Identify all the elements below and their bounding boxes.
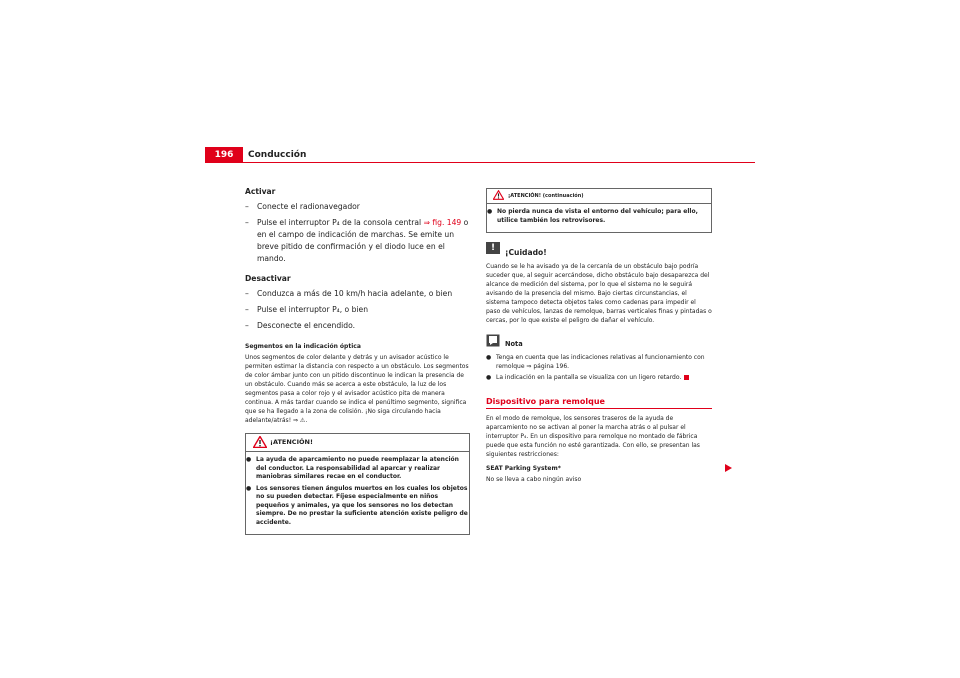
activar-step-1: – Conecte el radionavegador bbox=[245, 202, 360, 211]
segmentos-text: Unos segmentos de color delante y detrás y un avisador acústico le permiten estimar la distancia con respecto a un obstáculo. Los segmentos de color ámbar junto con un pitido discontinuo le indican la presencia de un obstáculo. Cuando más se acerca a este obstáculo, la luz de los segmentos pasa a color rojo y el avisador acústico pita de manera continua. A más tardar cuando se indica el penúltimo segmento, significa que se ha llegado a la zona de colisión. ¡No siga circulando hacia adelante/atrás! ⇒ ⚠. bbox=[245, 354, 469, 424]
nota-title: Nota bbox=[505, 340, 523, 348]
fig-link[interactable]: ⇒ fig. 149 bbox=[423, 218, 462, 227]
header-divider bbox=[205, 162, 755, 163]
segmentos-title: Segmentos en la indicación óptica bbox=[245, 343, 361, 350]
remolque-text: En el modo de remolque, los sensores traseros de la ayuda de aparcamiento no se activan al poner la marcha atrás o al pulsar el interruptor P₄. En un dispositivo para remolque no montado de fábrica puede que esta función no esté garantizada. Con ello, se presentan las siguientes restricciones: bbox=[486, 414, 700, 458]
warning-header bbox=[246, 434, 469, 452]
warning-box bbox=[245, 433, 470, 535]
warning-cont-item-1: ● No pierda nunca de vista el entorno del vehículo; para ello, utilice también los retrovisores. bbox=[487, 208, 698, 224]
activar-title: Activar bbox=[245, 187, 276, 196]
desactivar-step-1: – Conduzca a más de 10 km/h hacia adelante, o bien bbox=[245, 289, 453, 298]
cuidado-text: Cuando se le ha avisado ya de la cercanía de un obstáculo bajo podría suceder que, al seguir acercándose, dicho obstáculo bajo desaparezca del alcance de medición del sistema, por lo que el sistema no le seguirá avisando de la presencia del mismo. Bajo ciertas circunstancias, el sistema tampoco detecta objetos tales como cadenas para impedir el paso de vehículos, lanzas de remolque, barras verticales finas y pintadas o cercas, por lo que existe el peligro de dañar el vehículo. bbox=[486, 263, 712, 324]
parking-system-title: SEAT Parking System* bbox=[486, 464, 561, 472]
nota-item-2: ● La indicación en la pantalla se visualiza con un ligero retardo. bbox=[486, 374, 712, 383]
warning-title: ¡ATENCIÓN! bbox=[270, 438, 313, 446]
remolque-title: Dispositivo para remolque bbox=[486, 397, 712, 409]
left-column bbox=[245, 187, 470, 535]
warning-cont-title: ¡ATENCIÓN! (continuación) bbox=[508, 193, 584, 199]
warning-item-2: ● Los sensores tienen ángulos muertos en los cuales los objetos no su pueden detectar. Fíjese especialmente en niños pequeños y animales, ya que los sensores no los detectan siempre. De no prestar la suficiente atención existe peligro de accidente. bbox=[246, 484, 468, 526]
parking-system-text: No se lleva a cabo ningún aviso bbox=[486, 475, 582, 483]
activar-step-2: – Pulse el interruptor P₄ de la consola central ⇒ fig. 149 o en el campo de indicación de marchas. Se emite un breve pitido de confirmación y el diodo luce en el mando. bbox=[245, 218, 469, 263]
warning-triangle-icon bbox=[493, 190, 504, 200]
warning-item-1: ● La ayuda de aparcamiento no puede reemplazar la atención del conductor. La responsabilidad al aparcar y realizar maniobras similares recae en el conductor. bbox=[246, 456, 459, 480]
nota-item-1: ● Tenga en cuenta que las indicaciones relativas al funcionamiento con remolque ⇒ página 196. bbox=[486, 354, 705, 370]
section-title: Conducción bbox=[248, 150, 307, 160]
next-page-arrow-icon[interactable] bbox=[725, 464, 732, 472]
desactivar-step-2: – Pulse el interruptor P₄, o bien bbox=[245, 305, 369, 314]
cuidado-header bbox=[486, 242, 712, 262]
caution-icon: ! bbox=[486, 242, 500, 254]
cuidado-title: ¡Cuidado! bbox=[505, 248, 547, 257]
nota-header bbox=[486, 334, 712, 354]
desactivar-step-3: – Desconecte el encendido. bbox=[245, 321, 356, 330]
right-column bbox=[486, 188, 712, 484]
note-icon bbox=[486, 334, 500, 347]
warning-cont-header bbox=[487, 189, 711, 204]
desactivar-title: Desactivar bbox=[245, 274, 291, 283]
end-mark-icon bbox=[684, 375, 689, 380]
warning-triangle-icon bbox=[253, 436, 267, 448]
page-number: 196 bbox=[205, 147, 243, 163]
warning-cont-box bbox=[486, 188, 712, 233]
